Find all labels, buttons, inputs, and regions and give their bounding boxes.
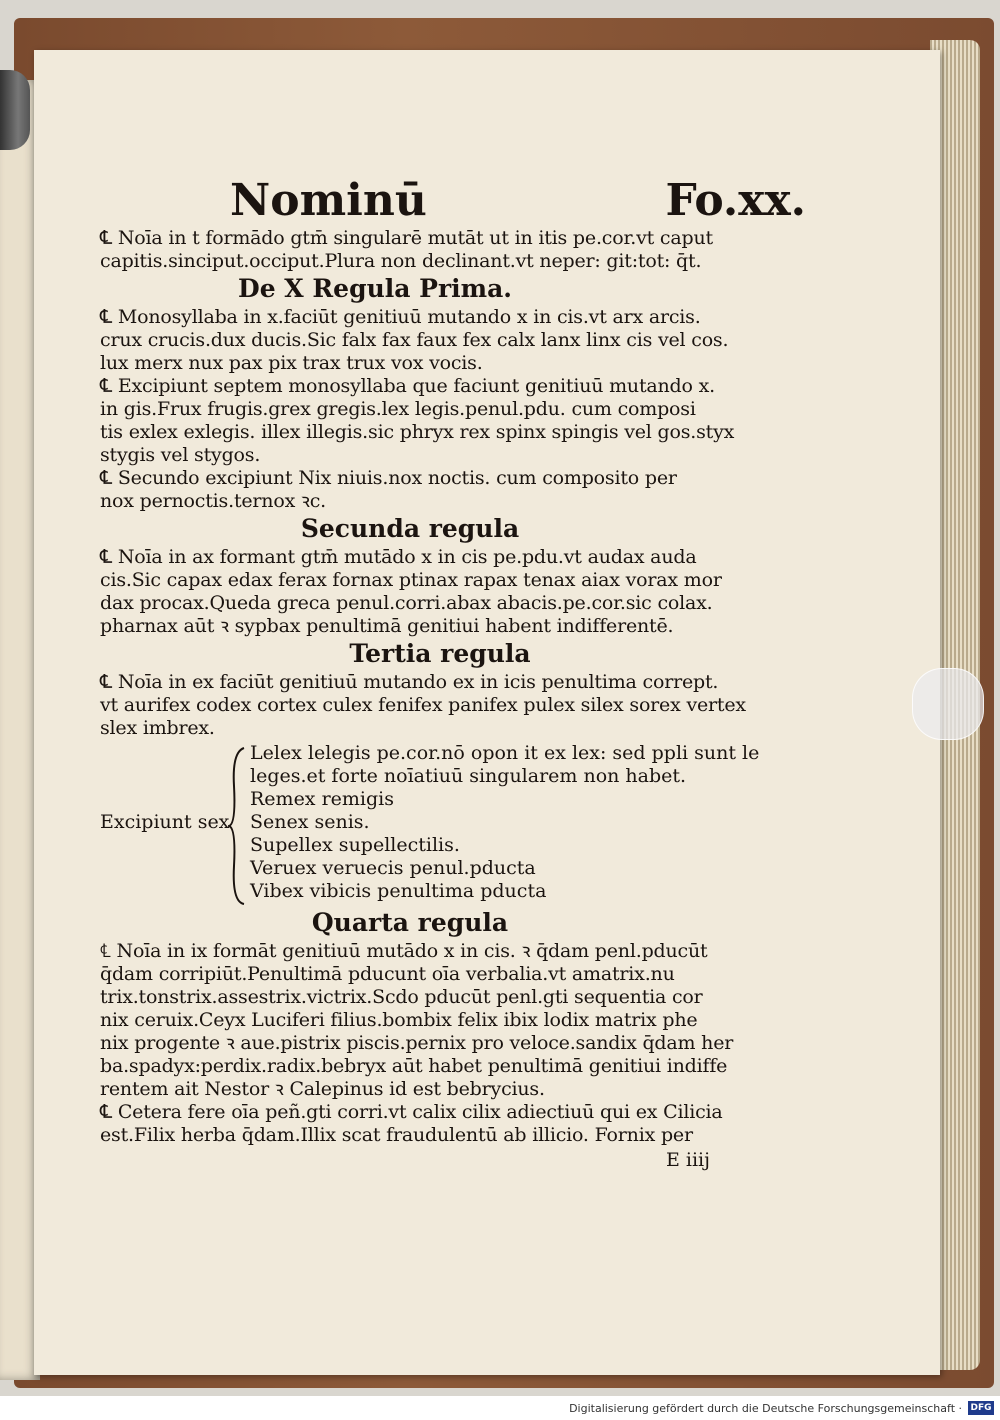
footer-funding-text: Digitalisierung gefördert durch die Deutsche Forschungsgemeinschaft · — [569, 1401, 962, 1415]
exception-item: Senex senis. — [250, 811, 370, 833]
text-line: ℄ Excipiunt septem monosyllaba que faciunt genitiuū mutando x. — [100, 375, 715, 397]
text-line: est.Filix herba q̄dam.Illix scat fraudulentū ab illicio. Fornix per — [100, 1124, 693, 1146]
text-line: ℄ Secundo excipiunt Nix niuis.nox noctis. cum composito per — [100, 467, 677, 489]
section-heading-secunda: Secunda regula — [300, 514, 520, 543]
text-line: slex imbrex. — [100, 717, 215, 739]
secunda-paragraph — [100, 546, 800, 638]
text-line: rentem ait Nestor ꝛ Calepinus id est bebrycius. — [100, 1078, 545, 1100]
text-line: q̄dam corripiūt.Penultimā pducunt oīa verbalia.vt amatrix.nu — [100, 963, 675, 985]
section-heading-x: De X Regula Prima. — [238, 274, 512, 303]
page-clip — [912, 668, 984, 740]
text-line: capitis.sinciput.occiput.Plura non declinant.vt neper: git:tot: q̄t. — [100, 250, 702, 272]
footer-bar — [0, 1396, 1000, 1420]
text-line: dax procax.Queda greca penul.corri.abax abacis.pe.cor.sic colax. — [100, 592, 713, 614]
text-line: ℄ Cetera fere oīa peñ.gti corri.vt calix cilix adiectiuū qui ex Cilicia — [100, 1101, 723, 1123]
exceptions-list — [100, 742, 800, 907]
text-line: nox pernoctis.ternox ꝛc. — [100, 490, 327, 512]
text-line: in gis.Frux frugis.grex gregis.lex legis.penul.pdu. cum composi — [100, 398, 696, 420]
exception-item: Remex remigis — [250, 788, 394, 810]
text-line: nix ceruix.Ceyx Luciferi filius.bombix felix ibix lodix matrix phe — [100, 1009, 698, 1031]
tertia-paragraph — [100, 671, 800, 740]
text-line: lux merx nux pax pix trax trux vox vocis. — [100, 352, 483, 374]
exception-item: leges.et forte noīatiuū singularem non habet. — [250, 765, 687, 787]
book-page — [34, 50, 940, 1375]
exception-item: Lelex lelegis pe.cor.nō opon it ex lex: sed ppli sunt le — [250, 742, 760, 764]
text-line: ba.spadyx:perdix.radix.bebryx aūt habet penultimā genitiui indiffe — [100, 1055, 728, 1077]
exception-item: Vibex vibicis penultima pducta — [250, 880, 547, 902]
text-line: vt aurifex codex cortex culex fenifex panifex pulex silex sorex vertex — [100, 694, 746, 716]
signature-mark: E iiij — [665, 1149, 710, 1171]
text-line: ℄ Noīa in t formādo gtm̄ singularē mutāt ut in itis pe.cor.vt caput — [100, 227, 713, 249]
text-line: cis.Sic capax edax ferax fornax ptinax rapax tenax aiax vorax mor — [100, 569, 722, 591]
text-line: ℄ Monosyllaba in x.faciūt genitiuū mutando x in cis.vt arx arcis. — [100, 306, 701, 328]
quarta-paragraph — [100, 940, 800, 1147]
running-head-title: Nominū — [230, 175, 427, 226]
dfg-logo — [968, 1401, 994, 1415]
section-heading-tertia: Tertia regula — [349, 639, 531, 668]
section-heading-quarta: Quarta regula — [311, 908, 509, 937]
text-line: stygis vel stygos. — [100, 444, 261, 466]
text-line: crux crucis.dux ducis.Sic falx fax faux fex calx lanx linx cis vel cos. — [100, 329, 729, 351]
dfg-logo-text: DFG — [970, 1403, 992, 1413]
exception-item: Veruex veruecis penul.pducta — [250, 857, 536, 879]
exceptions-brace — [228, 746, 246, 906]
text-line: tis exlex exlegis. illex illegis.sic phryx rex spinx spingis vel gos.styx — [100, 421, 735, 443]
binding-spine — [0, 70, 30, 150]
text-line: trix.tonstrix.assestrix.victrix.Scdo pducūt penl.gti sequentia cor — [100, 986, 703, 1008]
section-x-paragraphs — [100, 306, 800, 513]
running-head — [230, 175, 806, 227]
text-line: ℄ Noīa in ex faciūt genitiuū mutando ex in icis penultima corrept. — [100, 671, 719, 693]
text-line: ℄ Noīa in ax formant gtm̄ mutādo x in cis pe.pdu.vt audax auda — [100, 546, 697, 568]
folio-number: Fo.xx. — [665, 175, 806, 226]
page-text-block — [100, 175, 806, 1172]
intro-paragraph — [100, 227, 800, 273]
exception-item: Supellex supellectilis. — [250, 834, 460, 856]
text-line: pharnax aūt ꝛ sypbax penultimā genitiui habent indifferentē. — [100, 615, 674, 637]
text-line: nix progente ꝛ aue.pistrix piscis.pernix pro veloce.sandix q̄dam her — [100, 1032, 734, 1054]
text-line: ℄ Noīa in ix formāt genitiuū mutādo x in cis. ꝛ q̄dam penl.pducūt — [100, 940, 708, 962]
exceptions-label: Excipiunt sex — [100, 811, 230, 833]
exceptions-items — [250, 742, 759, 903]
